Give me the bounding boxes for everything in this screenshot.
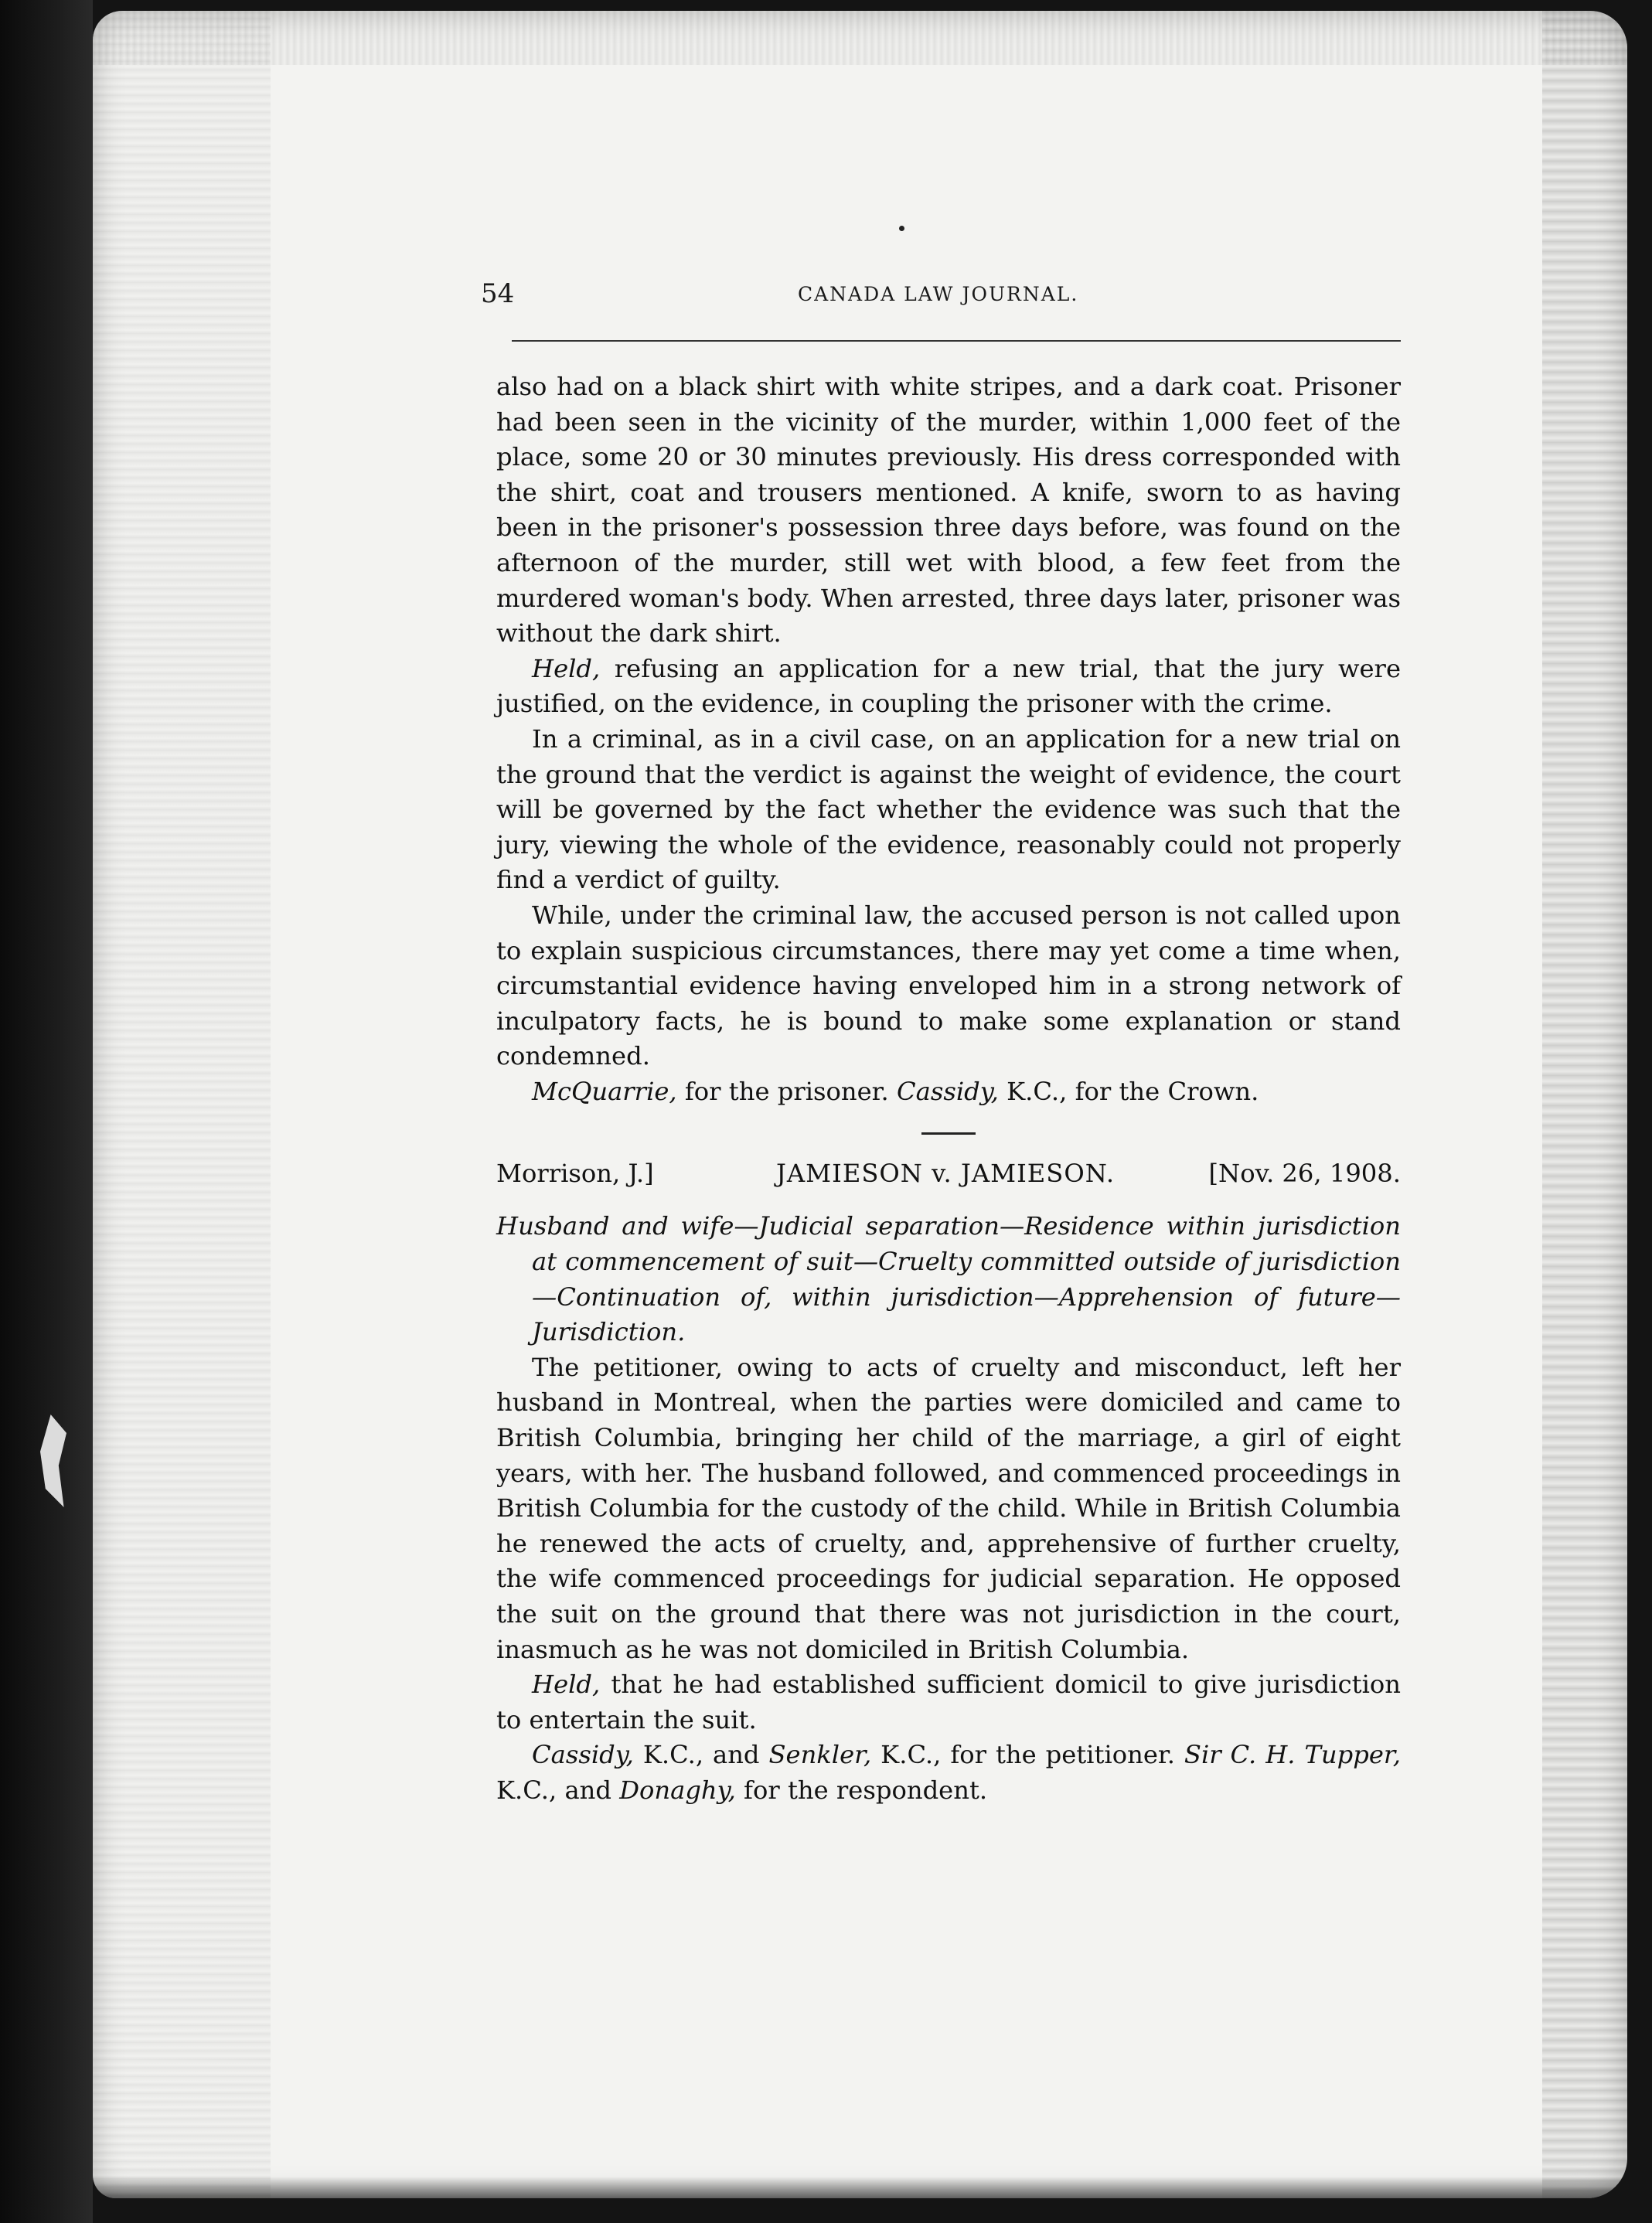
case-date: [Nov. 26, 1908. — [1208, 1159, 1401, 1189]
case-name: JAMIESON v. JAMIESON. — [776, 1159, 1116, 1189]
text-run: While, under the criminal law, the accused person is not called upon to explain suspicious circumstances, there may yet come a time when, circumstantial evidence having enveloped him in a strong network of inculpatory facts, he is bound to make some explanation or stand condemned. — [496, 900, 1401, 1071]
paragraph — [496, 722, 1401, 898]
page-header — [481, 278, 1393, 318]
case-headnote: Husband and wife—Judicial separation—Residence within jurisdiction at commencement of suit—Cruelty committed outside of jurisdiction—Continuation of, within jurisdiction—Apprehension of future—Jurisdiction. — [496, 1211, 1401, 1347]
text-run: K.C., for the Crown. — [998, 1076, 1259, 1106]
page-number: 54 — [481, 278, 515, 309]
text-run: for the prisoner. — [676, 1076, 897, 1106]
header-rule — [512, 340, 1401, 342]
running-head: CANADA LAW JOURNAL. — [798, 283, 1079, 305]
italic-text: Cassidy, — [532, 1740, 634, 1770]
scanner-left-margin — [0, 0, 93, 2223]
text-run: for the respondent. — [735, 1775, 988, 1805]
text-run: The petitioner, owing to acts of cruelty and misconduct, left her husband in Montreal, when the parties were domiciled and came to British Columbia, bringing her child of the marriage, a girl of eight years, with her. The husband followed, and commenced proceedings in British Columbia for the custody of the child. While in British Columbia he renewed the acts of cruelty, and, apprehensive of further cruelty, the wife commenced proceedings for judicial separation. He opposed the suit on the ground that there was not jurisdiction in the court, inasmuch as he was not domiciled in British Columbia. — [496, 1352, 1401, 1664]
paragraph — [496, 652, 1401, 722]
text-run: K.C., for the petitioner. — [871, 1740, 1184, 1770]
paragraph — [496, 1350, 1401, 1667]
italic-text: Donaghy, — [619, 1775, 736, 1805]
page-edge-bottom-shadow — [93, 2177, 1627, 2198]
italic-text: McQuarrie, — [532, 1076, 677, 1106]
italic-text: Senkler, — [768, 1740, 872, 1770]
italic-text: Sir C. H. Tupper, — [1184, 1740, 1401, 1770]
case-report — [496, 1350, 1401, 1809]
text-run: also had on a black shirt with white stripes, and a dark coat. Prisoner had been seen in the vicinity of the murder, within 1,000 feet of the place, some 20 or 30 minutes previously. His dress corresponded with the shirt, coat and trousers mentioned. A knife, sworn to as having been in the prisoner's possession three days before, was found on the afternoon of the murder, still wet with blood, a few feet from the murdered woman's body. When arrested, three days later, prisoner was without the dark shirt. — [496, 372, 1401, 649]
text-run: K.C., and — [633, 1740, 769, 1770]
page-edge-right-shadow — [1542, 11, 1627, 2198]
case-report-continued — [496, 369, 1401, 1109]
case-caption — [496, 1156, 1401, 1197]
paragraph — [496, 1074, 1401, 1110]
italic-text: Held, — [532, 653, 601, 683]
ink-speck — [899, 226, 904, 231]
section-separator — [921, 1132, 976, 1135]
text-run: that he had established sufficient domicil to give jurisdiction to entertain the suit. — [496, 1670, 1401, 1734]
italic-text: Held, — [532, 1670, 601, 1700]
text-run: refusing an application for a new trial, that the jury were justified, on the evidence, in coupling the prisoner with the crime. — [496, 653, 1401, 719]
case-judge: Morrison, J.] — [496, 1159, 654, 1189]
paragraph — [496, 1667, 1401, 1738]
text-run: K.C., and — [496, 1775, 620, 1805]
page-edge-top-shadow — [93, 11, 1627, 65]
page-body — [496, 369, 1401, 1809]
italic-text: Cassidy, — [897, 1076, 999, 1106]
paragraph — [496, 369, 1401, 652]
text-run: In a criminal, as in a civil case, on an application for a new trial on the ground that the verdict is against the weight of evidence, the court will be governed by the fact whether the evidence was such that the jury, viewing the whole of the evidence, reasonably could not properly find a verdict of guilty. — [496, 723, 1401, 895]
page-edge-left-shadow — [93, 11, 271, 2198]
paragraph — [496, 898, 1401, 1074]
paragraph — [496, 1738, 1401, 1808]
